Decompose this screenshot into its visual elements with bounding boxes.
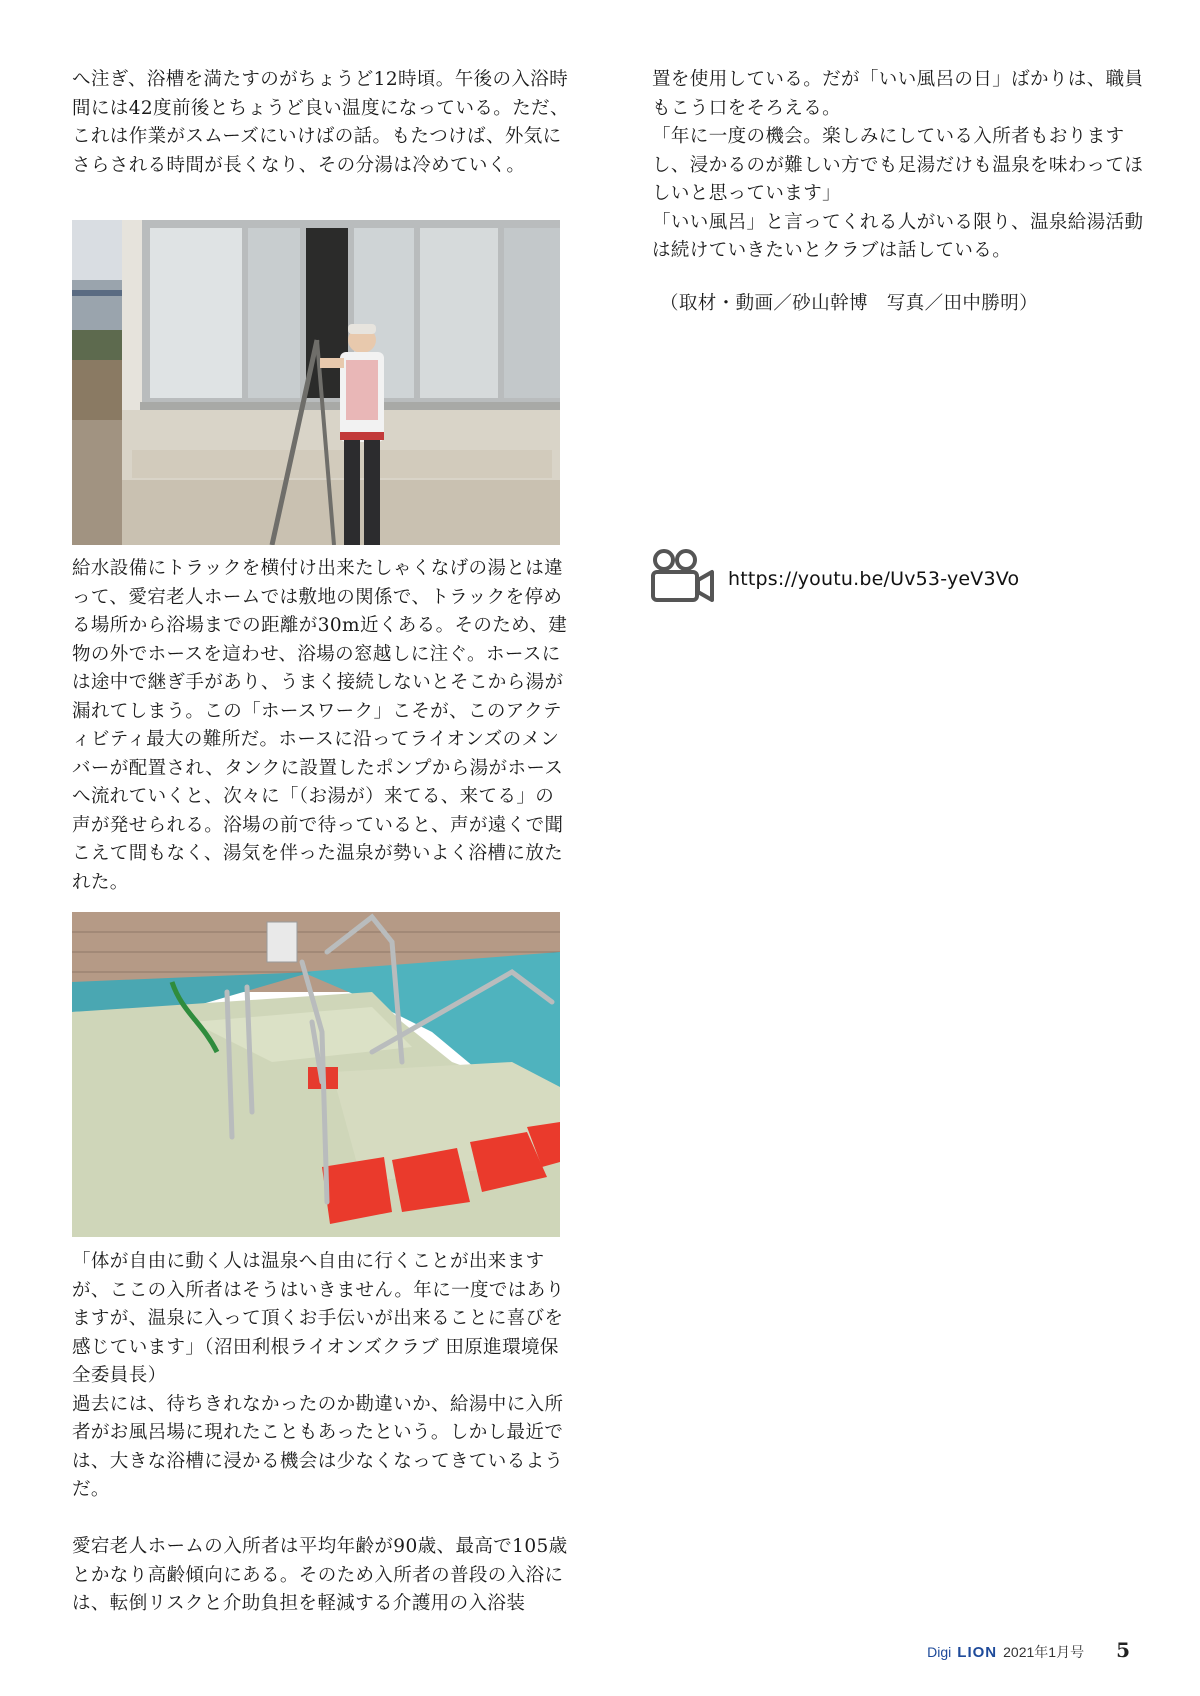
paragraph: 給水設備にトラックを横付け出来たしゃくなげの湯とは違って、愛宕老人ホームでは敷地の関係で、トラックを停める場所から浴場までの距離が30m近くある。そのため、建物の外でホースを這わせ、浴場の窓越しに注ぐ。ホースには途中で継ぎ手があり、うまく接続しないとそこから湯が漏れてしまう。この「ホースワーク」こそが、このアクティビティ最大の難所だ。ホースに沿ってライオンズのメンバーが配置され、タンクに設置したポンプから湯がホースへ流れていくと、次々に「（お湯が）来てる、来てる」の声が発せられる。浴場の前で待っていると、声が遠くで聞こえて間もなく、湯気を伴った温泉が勢いよく浴槽に放たれた。 — [72, 558, 568, 893]
paragraph: 「年に一度の機会。楽しみにしている入所者もおりますし、浸かるのが難しい方でも足湯だけも温泉を味わってほしいと思っています」 — [652, 126, 1144, 204]
footer-digi: Digi — [927, 1644, 952, 1660]
paragraph: 置を使用している。だが「いい風呂の日」ばかりは、職員もこう口をそろえる。 — [652, 69, 1144, 119]
left-column-top — [72, 66, 572, 180]
paragraph: 過去には、待ちきれなかったのか勘違いか、給湯中に入所者がお風呂場に現れたこともあったという。しかし最近では、大きな浴槽に浸かる機会は少なくなってきているようだ。 — [72, 1393, 564, 1500]
paragraph: 「体が自由に動く人は温泉へ自由に行くことが出来ますが、ここの入所者はそうはいきません。年に一度ではありますが、温泉に入って頂くお手伝いが出来ることに喜びを感じています」（沼田利根ライオンズクラブ 田原進環境保全委員長） — [72, 1251, 565, 1386]
left-column-bottom — [72, 1248, 572, 1619]
video-camera-icon — [650, 548, 714, 609]
paragraph: 「いい風呂」と言ってくれる人がいる限り、温泉給湯活動は続けていきたいとクラブは話している。 — [652, 211, 1144, 261]
footer-issue: 2021年1月号 — [1003, 1644, 1085, 1660]
credit-line: （取材・動画／砂山幹博 写真／田中勝明） — [660, 292, 1039, 314]
paragraph: へ注ぎ、浴槽を満たすのがちょうど12時頃。午後の入浴時間には42度前後とちょうど良い温度になっている。ただ、これは作業がスムーズにいけばの話。もたつけば、外気にさらされる時間が長くなり、その分湯は冷めていく。 — [72, 69, 569, 176]
page-footer — [927, 1638, 1130, 1662]
video-link-row[interactable] — [650, 548, 1019, 609]
page-number: 5 — [1116, 1638, 1130, 1662]
video-url-link[interactable]: https://youtu.be/Uv53-yeV3Vo — [728, 567, 1020, 590]
photo-bathtub — [72, 912, 560, 1237]
paragraph: 愛宕老人ホームの入所者は平均年齢が90歳、最高で105歳とかなり高齢傾向にある。そのため入所者の普段の入浴には、転倒リスクと介助負担を軽減する介護用の入浴装 — [72, 1536, 568, 1614]
right-column — [652, 66, 1152, 318]
photo-hose-through-window — [72, 220, 560, 545]
left-column-middle — [72, 555, 572, 897]
footer-lion-logo: LION — [957, 1644, 998, 1661]
